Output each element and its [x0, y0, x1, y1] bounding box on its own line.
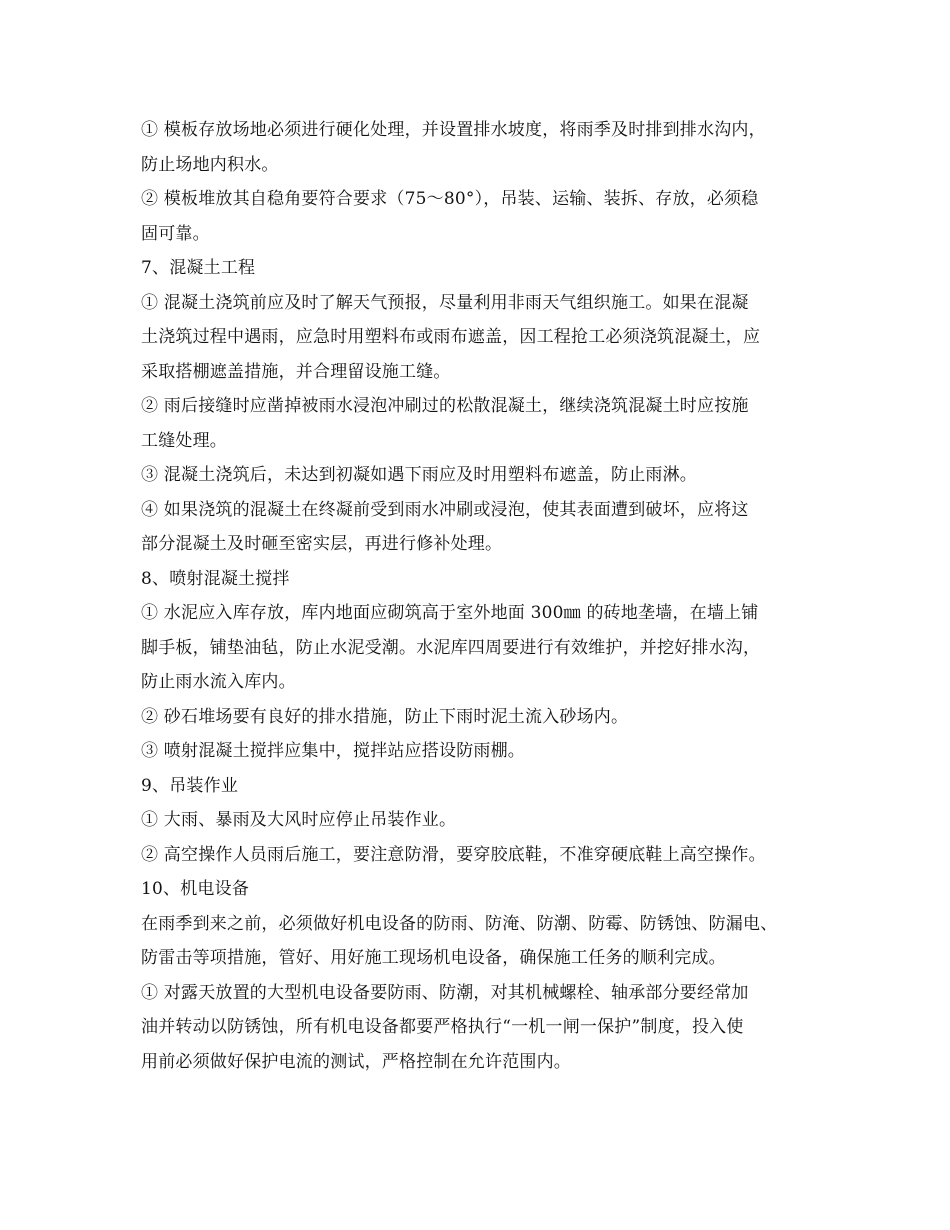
text-line: 在雨季到来之前，必须做好机电设备的防雨、防淹、防潮、防霉、防锈蚀、防漏电、	[141, 913, 778, 934]
section-heading: 9、吊装作业	[141, 775, 239, 796]
text-line: ② 模板堆放其自稳角要符合要求（75～80°），吊装、运输、装拆、存放，必须稳	[141, 189, 759, 209]
text-line: 防雷击等项措施，管好、用好施工现场机电设备，确保施工任务的顺利完成。	[141, 948, 726, 968]
text-line: ① 大雨、暴雨及大风时应停止吊装作业。	[141, 810, 457, 830]
section-heading: 7、混凝土工程	[141, 258, 256, 278]
text-line: ① 对露天放置的大型机电设备要防雨、防潮，对其机械螺栓、轴承部分要经常加	[141, 982, 749, 1003]
text-line: 土浇筑过程中遇雨，应急时用塑料布或雨布遮盖，因工程抢工必须浇筑混凝土，应	[141, 327, 761, 347]
text-line: 防止雨水流入库内。	[141, 672, 296, 692]
text-line: 部分混凝土及时砸至密实层，再进行修补处理。	[141, 534, 503, 554]
section-heading: 10、机电设备	[141, 879, 250, 899]
text-line: 固可靠。	[141, 223, 210, 244]
text-line: ② 砂石堆场要有良好的排水措施，防止下雨时泥土流入砂场内。	[141, 706, 629, 727]
text-line: 防止场地内积水。	[141, 154, 279, 175]
text-line: ③ 混凝土浇筑后，未达到初凝如遇下雨应及时用塑料布遮盖，防止雨淋。	[141, 465, 698, 485]
text-line: ① 水泥应入库存放，库内地面应砌筑高于室外地面 300㎜ 的砖地垄墙，在墙上铺	[141, 603, 759, 623]
text-line: 用前必须做好保护电流的测试，严格控制在允许范围内。	[141, 1051, 571, 1072]
text-line: 油并转动以防锈蚀，所有机电设备都要严格执行“一机一闸一保护”制度，投入使	[141, 1017, 744, 1037]
text-line: ① 模板存放场地必须进行硬化处理，并设置排水坡度，将雨季及时排到排水沟内，	[141, 120, 766, 140]
section-heading: 8、喷射混凝土搅拌	[141, 568, 290, 589]
text-line: ④ 如果浇筑的混凝土在终凝前受到雨水冲刷或浸泡，使其表面遭到破坏，应将这	[141, 499, 749, 520]
text-line: 采取搭棚遮盖措施，并合理留设施工缝。	[141, 361, 451, 382]
text-line: ② 雨后接缝时应凿掉被雨水浸泡冲刷过的松散混凝土，继续浇筑混凝土时应按施	[141, 396, 749, 416]
document-body	[141, 113, 831, 1079]
text-line: 脚手板，铺垫油毡，防止水泥受潮。水泥库四周要进行有效维护，并挖好排水沟，	[141, 637, 761, 658]
text-line: 工缝处理。	[141, 430, 227, 451]
text-line: ② 高空操作人员雨后施工，要注意防滑，要穿胶底鞋，不准穿硬底鞋上高空操作。	[141, 844, 766, 865]
text-line: ③ 喷射混凝土搅拌应集中，搅拌站应搭设防雨棚。	[141, 741, 526, 761]
text-line: ① 混凝土浇筑前应及时了解天气预报，尽量利用非雨天气组织施工。如果在混凝	[141, 292, 749, 313]
